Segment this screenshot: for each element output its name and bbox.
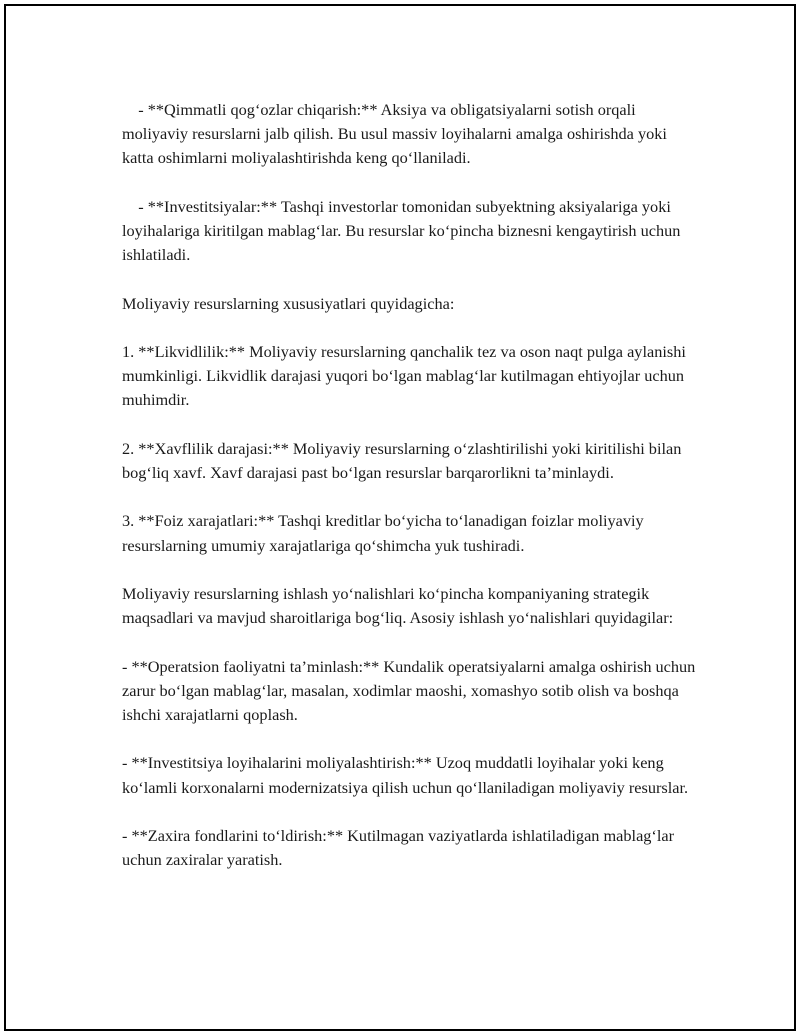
paragraph-investment-projects: - **Investitsiya loyihalarini moliyalashtirish:** Uzoq muddatli loyihalar yoki keng ko‘lamli korxonalarni modernizatsiya qilish uchun qo‘llaniladigan moliyaviy resurslar. <box>122 753 689 797</box>
paragraph-securities-issuance: - **Qimmatli qog‘ozlar chiqarish:** Aksiya va obligatsiyalarni sotish orqali moliyaviy resurslarni jalb qilish. Bu usul massiv loyihalarni amalga oshirishda yoki katta oshimlarni moliyalashtirishda keng qo‘llaniladi. <box>122 100 671 168</box>
paragraph-investments: - **Investitsiyalar:** Tashqi investorlar tomonidan subyektning aksiyalariga yoki loyihalariga kiritilgan mablag‘lar. Bu resurslar ko‘pincha biznesni kengaytirish uchun ishlatiladi. <box>122 196 685 265</box>
paragraph-features-intro: Moliyaviy resurslarning xususiyatlari quyidagicha: <box>122 293 455 313</box>
document-body <box>122 98 702 897</box>
paragraph-liquidity: 1. **Likvidlilik:** Moliyaviy resurslarning qanchalik tez va oson naqt pulga aylanishi mumkinligi. Likvidlik darajasi yuqori bo‘lgan mablag‘lar kutilmagan ehtiyojlar uchun muhimdir. <box>122 341 690 410</box>
paragraph-risk-level: 2. **Xavflilik darajasi:** Moliyaviy resurslarning o‘zlashtirilishi yoki kiritilishi bilan bog‘liq xavf. Xavf darajasi past bo‘lgan resurslar barqarorlikni ta’minlaydi. <box>122 438 686 482</box>
paragraph-operational-activity: - **Operatsion faoliyatni ta’minlash:** Kundalik operatsiyalarni amalga oshirish uchun zarur bo‘lgan mablag‘lar, masalan, xodimlar maoshi, xomashyo sotib olish va boshqa ishchi xarajatlarni qoplash. <box>122 656 700 724</box>
page-frame <box>4 4 796 1031</box>
paragraph-reserve-funds: - **Zaxira fondlarini to‘ldirish:** Kutilmagan vaziyatlarda ishlatiladigan mablag‘lar uchun zaxiralar yaratish. <box>122 825 679 870</box>
paragraph-directions-intro: Moliyaviy resurslarning ishlash yo‘nalishlari ko‘pincha kompaniyaning strategik maqsadlari va mavjud sharoitlariga bog‘liq. Asosiy ishlash yo‘nalishlari quyidagilar: <box>122 583 674 628</box>
paragraph-interest-costs: 3. **Foiz xarajatlari:** Tashqi kreditlar bo‘yicha to‘lanadigan foizlar moliyaviy resurslarning umumiy xarajatlariga qo‘shimcha yuk tushiradi. <box>122 511 648 555</box>
